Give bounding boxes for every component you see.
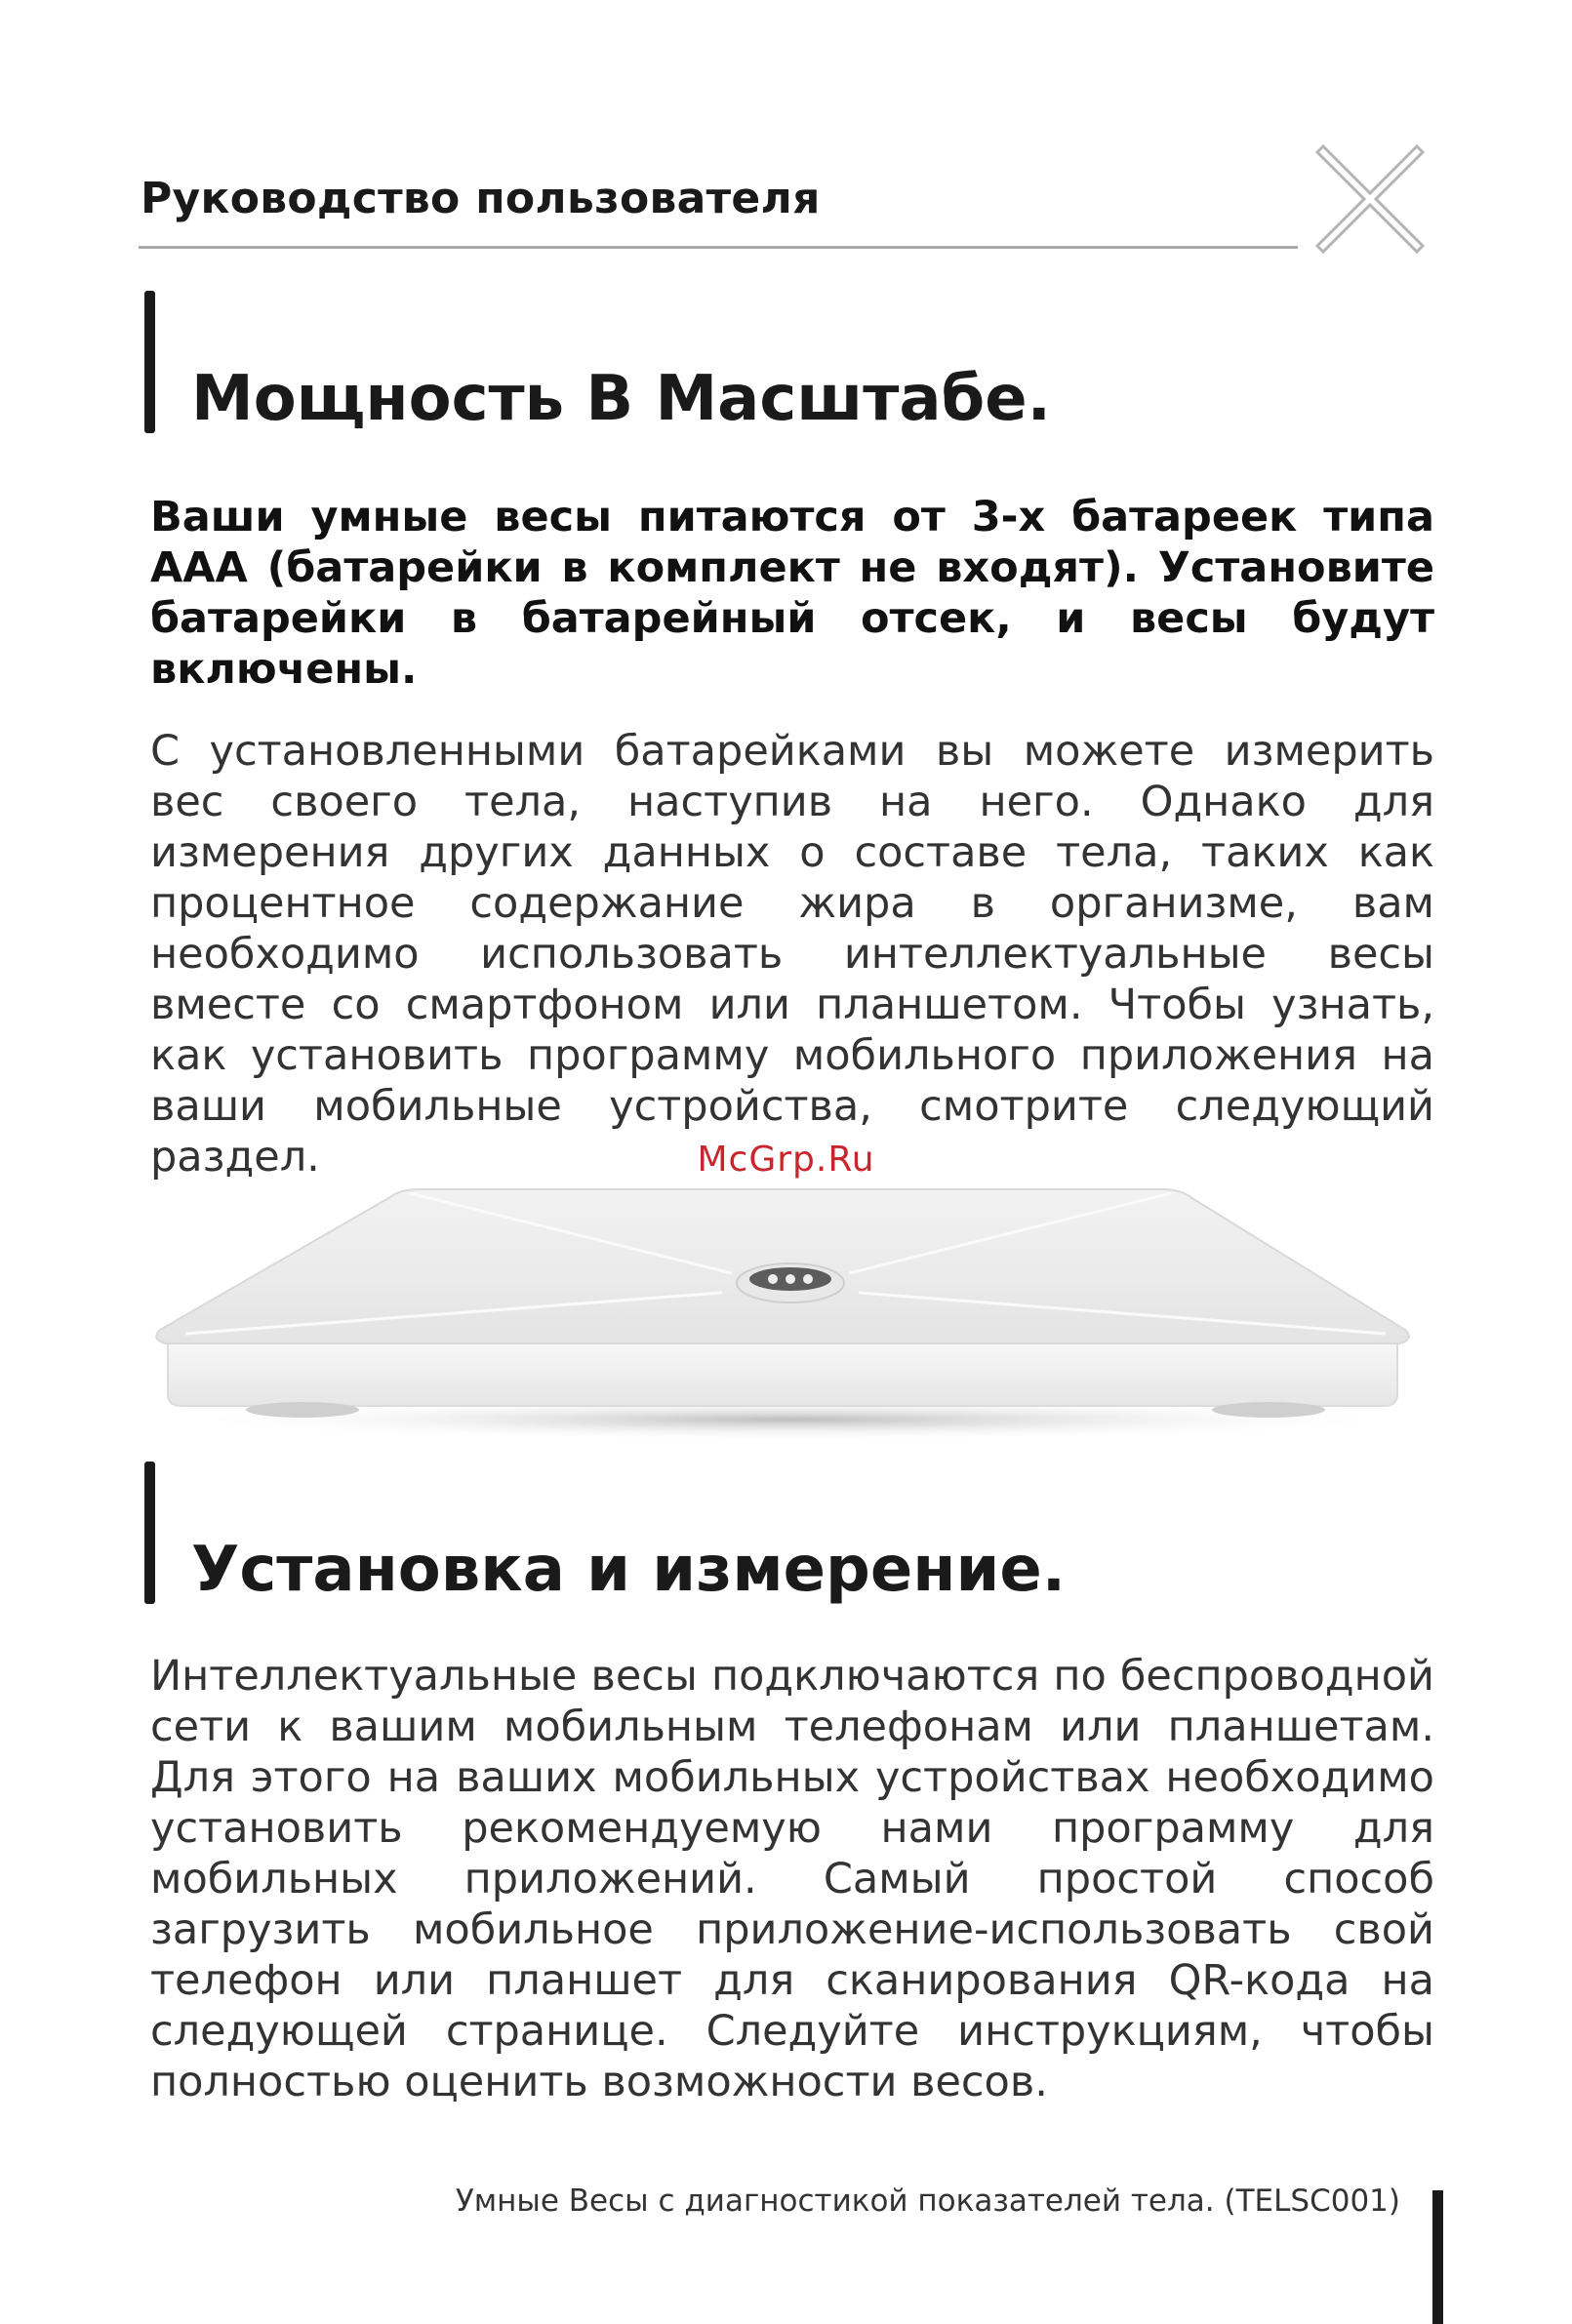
- section-accent-bar: [144, 291, 155, 433]
- setup-paragraph: Интеллектуальные весы подключаются по беспроводной сети к вашим мобильным телефонам или планшетам. Для этого на ваших мобильных устройствах необходимо установить рекомендуемую нами программу для мобильных приложений. Самый простой способ загрузить мобильное приложение-использовать свой телефон или планшет для сканирования QR-кода на следующей странице. Следуйте инструкциям, чтобы полностью оценить возможности весов.: [150, 1652, 1434, 2106]
- x-logo-icon: [1315, 144, 1425, 254]
- battery-intro-paragraph: Ваши умные весы питаются от 3-х батареек типа AAA (батарейки в комплект не входят). Установите батарейки в батарейный отсек, и весы будут включены.: [150, 493, 1434, 694]
- footer-accent-bar: [1432, 2190, 1443, 2324]
- smart-scale-image: [146, 1185, 1434, 1449]
- section-title-setup: Установка и измерение.: [191, 1534, 1067, 1606]
- battery-detail-paragraph: С установленными батарейками вы можете измерить вес своего тела, наступив на него. Однако для измерения других данных о составе тела, таких как процентное содержание жира в организме, вам необходимо использовать интеллектуальные весы вместе со смартфоном или планшетом. Чтобы узнать, как установить программу мобильного приложения на ваши мобильные устройства, смотрите следующий раздел.: [150, 727, 1434, 1182]
- section-title-power: Мощность В Масштабе.: [191, 363, 1051, 435]
- header-divider: [139, 246, 1298, 249]
- footer-product-caption: Умные Весы с диагностикой показателей тела. (TELSC001): [455, 2184, 1400, 2219]
- page-header-title: Руководство пользователя: [141, 174, 821, 223]
- watermark: McGrp.Ru: [697, 1140, 875, 1180]
- section-accent-bar: [144, 1462, 155, 1604]
